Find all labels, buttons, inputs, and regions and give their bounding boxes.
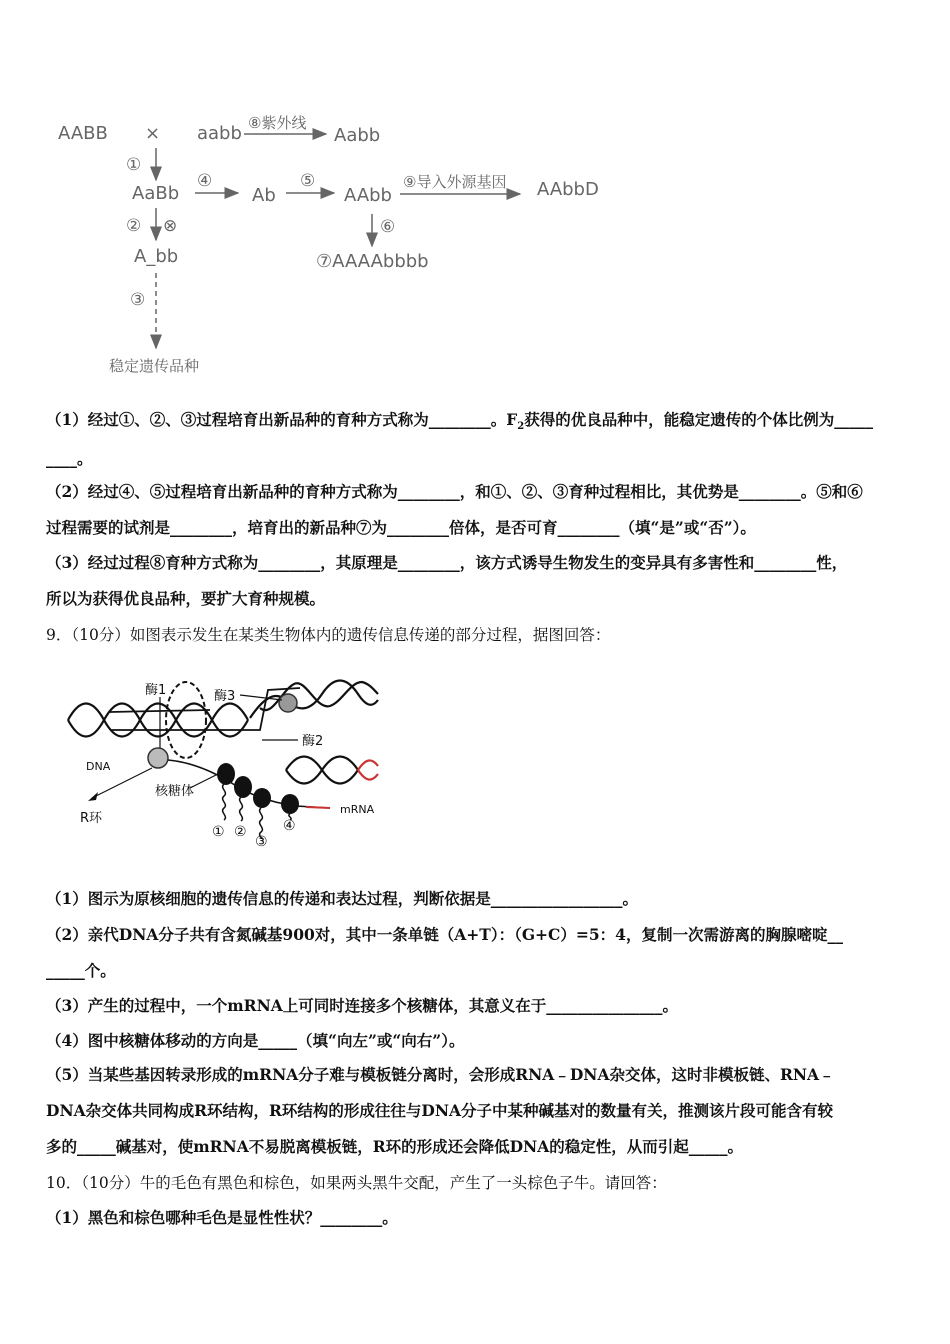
q8-part3-line1: （3）经过过程⑧育种方式称为________，其原理是________，该方式诱导生物发生的变异具有多害性和________性， bbox=[46, 553, 848, 572]
label-ribosome: 核糖体 bbox=[155, 784, 195, 799]
label-enzyme1: 酶1 bbox=[145, 683, 167, 698]
ribosome-3 bbox=[253, 788, 271, 808]
ribosome-1 bbox=[217, 763, 235, 785]
label-c3: ③ bbox=[255, 834, 268, 850]
ribosome-2 bbox=[234, 776, 252, 798]
q10-stem-text: 牛的毛色有黑色和棕色，如果两头黑牛交配，产生了一头棕色子牛。请回答： bbox=[139, 1174, 667, 1192]
dna-strand-upper-a bbox=[250, 681, 378, 719]
step9-label: ⑨导入外源基因 bbox=[403, 173, 507, 191]
q8-part3-line2: 所以为获得优良品种，要扩大育种规模。 bbox=[46, 589, 326, 608]
stable-variety: 稳定遗传品种 bbox=[109, 357, 200, 375]
q8-part2-line2: 过程需要的试剂是________，培育出的新品种⑦为________倍体，是否可育________（填“是”或“否”）。 bbox=[46, 518, 756, 537]
enzyme1-complex bbox=[148, 748, 168, 768]
label-enzyme2: 酶2 bbox=[302, 734, 324, 749]
label-c4: ④ bbox=[283, 818, 296, 834]
q9-part5-line3: 多的_____碱基对，使mRNA不易脱离模板链，R环的形成还会降低DNA的稳定性，从而引起_____。 bbox=[46, 1137, 743, 1156]
q9-part4: （4）图中核糖体移动的方向是_____（填“向左”或“向右”）。 bbox=[46, 1031, 465, 1050]
haploid-ab: Ab bbox=[252, 185, 276, 206]
q9-part2-line2: _____个。 bbox=[46, 961, 116, 980]
q8-p1a: （1）经过①、②、③过程培育出新品种的育种方式称为________。F bbox=[46, 410, 518, 429]
peptide-1 bbox=[223, 784, 226, 820]
genotype-a-bb: A_bb bbox=[134, 246, 179, 267]
dna-strand-lower-b bbox=[286, 757, 358, 784]
f1-aabb: AaBb bbox=[132, 183, 180, 204]
q9-part5-line2: DNA杂交体共同构成R环结构，R环结构的形成往往与DNA分子中某种碱基对的数量有关，推测该片段可能含有较 bbox=[46, 1101, 834, 1120]
enzyme3-complex bbox=[279, 694, 297, 712]
q9-number: 9． bbox=[46, 626, 72, 644]
step6-label: ⑥ bbox=[380, 217, 396, 237]
q9-part2-line1: （2）亲代DNA分子共有含氮碱基900对，其中一条单链（A+T）：（G+C）=5：4，复制一次需游离的胸腺嘧啶__ bbox=[46, 925, 843, 944]
cross-symbol: × bbox=[145, 123, 161, 144]
step4-label: ④ bbox=[197, 171, 213, 191]
q8-p1-subscript: 2 bbox=[517, 421, 525, 433]
result-7: ⑦AAAAbbbb bbox=[316, 251, 429, 272]
label-enzyme3: 酶3 bbox=[214, 689, 236, 704]
dashed-ellipse bbox=[166, 682, 206, 758]
q9-part3: （3）产生的过程中，一个mRNA上可同时连接多个核糖体，其意义在于_______________。 bbox=[46, 996, 679, 1015]
q8-p1b: 获得的优良品种中，能稳定遗传的个体比例为_____ bbox=[524, 410, 874, 429]
transgenic-aabbd: AAbbD bbox=[537, 179, 599, 200]
dna-strand-lower-red bbox=[358, 760, 378, 779]
step3-label: ③ bbox=[130, 290, 146, 310]
parent-aabb: AABB bbox=[58, 123, 108, 144]
q8-part1-line1 bbox=[46, 409, 906, 438]
r-loop-arrowhead bbox=[88, 792, 98, 801]
q9-stem-text: 如图表示发生在某类生物体内的遗传信息传递的部分过程，据图回答： bbox=[129, 626, 611, 644]
step5-label: ⑤ bbox=[300, 171, 316, 191]
peptide-2 bbox=[240, 797, 243, 821]
q10-score: （10分） bbox=[81, 1174, 140, 1192]
ribosome-4 bbox=[281, 794, 299, 814]
breeding-diagram bbox=[0, 100, 640, 390]
label-c1: ① bbox=[212, 824, 225, 840]
gene-expression-diagram bbox=[0, 670, 400, 855]
label-dna: DNA bbox=[86, 760, 111, 773]
step8-label: ⑧紫外线 bbox=[248, 114, 307, 132]
doubled-aabb: AAbb bbox=[344, 185, 392, 206]
label-rloop: R环 bbox=[80, 811, 103, 826]
label-c2: ② bbox=[234, 824, 247, 840]
q9-score: （10分） bbox=[71, 626, 130, 644]
step1-label: ① bbox=[126, 155, 142, 175]
q10-number: 10． bbox=[46, 1174, 82, 1192]
leader-ribosome bbox=[190, 774, 218, 788]
q10-stem bbox=[46, 1172, 906, 1194]
q9-part5-line1: （5）当某些基因转录形成的mRNA分子难与模板链分离时，会形成RNA﹣DNA杂交体，这时非模板链、RNA﹣ bbox=[46, 1065, 835, 1084]
q10-part1: （1）黑色和棕色哪种毛色是显性性状？________。 bbox=[46, 1208, 398, 1227]
mrna-red-tail bbox=[306, 807, 330, 808]
selfing-symbol: ⊗ bbox=[163, 216, 178, 236]
parent-aabb-2: aabb bbox=[197, 123, 242, 144]
q9-stem bbox=[46, 624, 906, 646]
q8-part2-line1: （2）经过④、⑤过程培育出新品种的育种方式称为________，和①、②、③育种过程相比，其优势是________。⑤和⑥ bbox=[46, 482, 863, 501]
step2-label: ② bbox=[126, 216, 142, 236]
result-aabb: Aabb bbox=[334, 125, 381, 146]
label-mrna: mRNA bbox=[340, 803, 375, 816]
q9-part1: （1）图示为原核细胞的遗传信息的传递和表达过程，判断依据是_________________。 bbox=[46, 889, 639, 908]
q8-part1-line2: ____。 bbox=[46, 449, 93, 468]
